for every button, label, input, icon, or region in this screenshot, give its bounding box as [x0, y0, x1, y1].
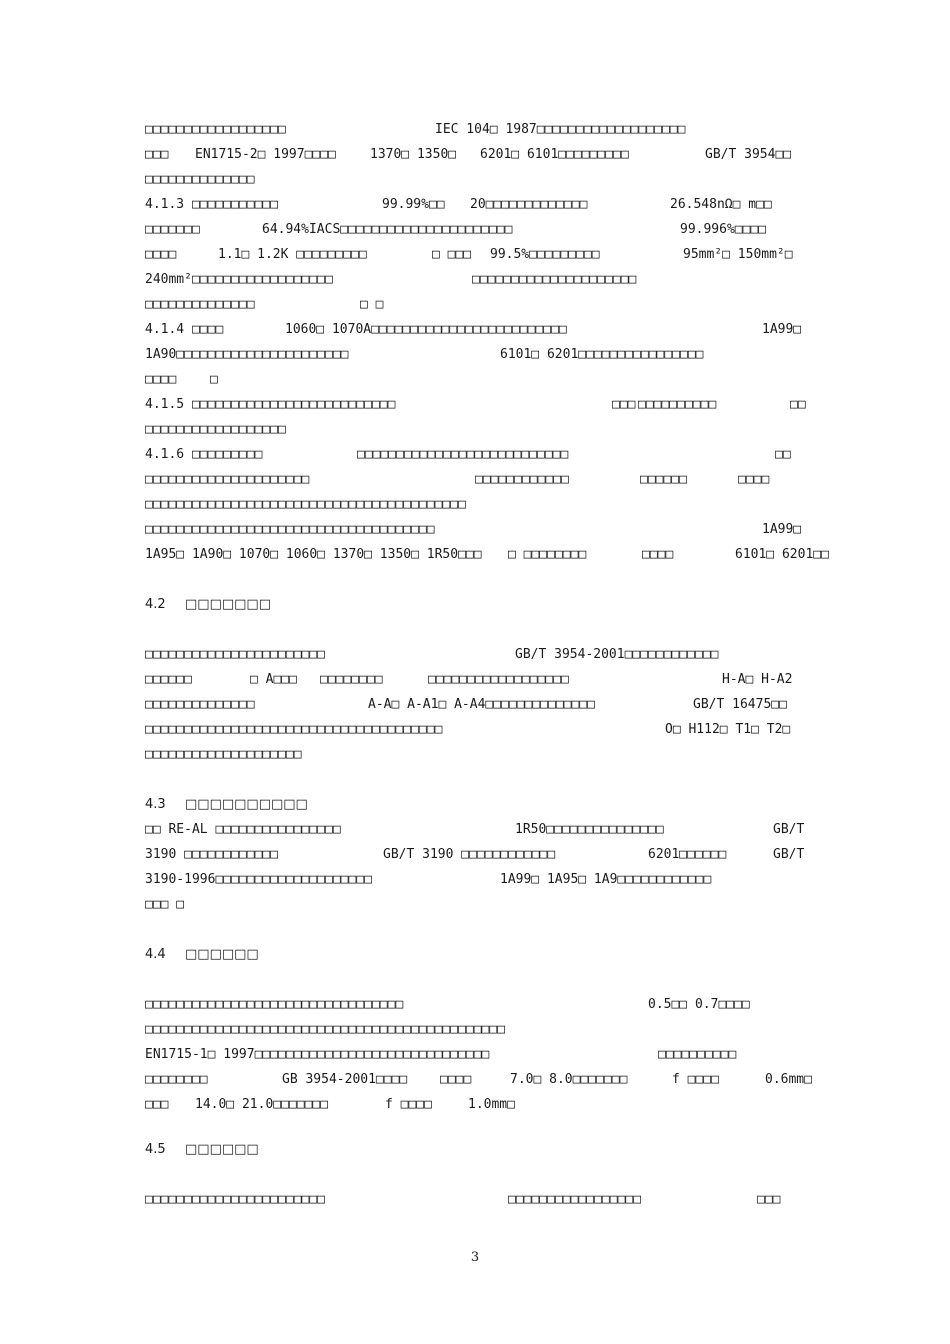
text-run: 26.548nΩ□ m□□ — [670, 197, 772, 212]
text-run: H-A□ H-A2 — [722, 672, 793, 687]
text-run: □□□□□□□□□□ — [638, 397, 717, 412]
text-run: 6101□ 6201□□□□□□□□□□□□□□□□ — [500, 347, 704, 362]
text-run: 4.1.6 □□□□□□□□□ — [145, 447, 263, 462]
text-line — [145, 820, 810, 840]
text-line — [145, 1070, 810, 1090]
text-line — [145, 720, 810, 740]
text-line — [145, 120, 810, 140]
text-run: □□□□□□□□□□□□□□□□□□□□□□□□□□□□□□□□□□□□□□□□□□□□□□ — [145, 1022, 506, 1037]
text-run: □□□□□□□□□□□□□□□□□□□□□□□ — [145, 1192, 326, 1207]
section-title: □□□□□□□□□□ — [185, 797, 308, 812]
text-run: 1A99□ 1A95□ 1A9□□□□□□□□□□□□ — [500, 872, 712, 887]
section-number: 4.5 — [145, 1142, 166, 1157]
text-line — [145, 845, 810, 865]
text-run: □□□□ — [738, 472, 770, 487]
text-run: □ — [210, 372, 218, 387]
text-run: IEC 104□ 1987□□□□□□□□□□□□□□□□□□□ — [435, 122, 686, 137]
text-line — [145, 170, 810, 190]
text-run: 99.996%□□□□ — [680, 222, 767, 237]
section-title: □□□□□□□ — [185, 597, 271, 612]
text-run: □ □□□□□□□□ — [508, 547, 587, 562]
text-run: □□ — [775, 447, 791, 462]
text-line — [145, 320, 810, 340]
text-run: □□□□□□□□□□□□□□ — [145, 697, 255, 712]
text-run: □□□□ — [145, 247, 177, 262]
text-run: □□ — [790, 397, 806, 412]
text-run: f □□□□ — [385, 1097, 432, 1112]
section-number: 4.4 — [145, 947, 166, 962]
section-number: 4.3 — [145, 797, 166, 812]
text-line — [145, 995, 810, 1015]
text-line — [145, 195, 810, 215]
text-run: □ A□□□ — [250, 672, 297, 687]
text-run: 1A99□ — [762, 522, 802, 537]
text-run: □□□□□□ — [640, 472, 687, 487]
text-run: 0.6mm□ — [765, 1072, 812, 1087]
section-title: □□□□□□ — [185, 947, 259, 962]
text-run: 4.1.5 □□□□□□□□□□□□□□□□□□□□□□□□□□ — [145, 397, 396, 412]
text-line — [145, 1095, 810, 1115]
text-line — [145, 145, 810, 165]
text-run: □□□□□□□□□□ — [658, 1047, 737, 1062]
text-run: 1370□ 1350□ — [370, 147, 457, 162]
text-run: □□□□□□□□□□□□□□□□□□□□□□□ — [145, 647, 326, 662]
text-run: O□ H112□ T1□ T2□ — [665, 722, 791, 737]
text-run: □□□□□□□□□□□□□□□□□□□□□ — [472, 272, 637, 287]
text-run: 1R50□□□□□□□□□□□□□□□ — [515, 822, 664, 837]
text-run: □□□□□□□□□□□□□□□□□□□□□□□□□□□□□□□□□ — [145, 997, 404, 1012]
text-run: □□□□ — [642, 547, 674, 562]
text-run: □□□□□□□□□□□□□□□□□□ — [145, 122, 286, 137]
section-number: 4.2 — [145, 597, 166, 612]
text-run: 1A99□ — [762, 322, 802, 337]
text-line — [145, 245, 810, 265]
text-run: 240mm²□□□□□□□□□□□□□□□□□□ — [145, 272, 333, 287]
text-run: 3190-1996□□□□□□□□□□□□□□□□□□□□ — [145, 872, 372, 887]
text-run: 1060□ 1070A□□□□□□□□□□□□□□□□□□□□□□□□□ — [285, 322, 567, 337]
section-title: □□□□□□ — [185, 1142, 259, 1157]
text-line — [145, 1190, 810, 1210]
text-line — [145, 895, 810, 915]
text-line — [145, 520, 810, 540]
text-run: □□□□□□□□□□□□□□□□□□□□□ — [145, 472, 310, 487]
text-run: □□□□□□□ — [145, 222, 200, 237]
text-run: □□□□□□□□ — [320, 672, 383, 687]
text-run: 6201□ 6101□□□□□□□□□ — [480, 147, 629, 162]
text-line — [145, 370, 810, 390]
text-run: □ □ — [360, 297, 384, 312]
section-heading — [145, 595, 271, 615]
text-line — [145, 670, 810, 690]
text-run: GB/T — [773, 822, 805, 837]
text-run: □□□□□□□□□□□□□□ — [145, 172, 255, 187]
text-run: 1.1□ 1.2K □□□□□□□□□ — [218, 247, 367, 262]
text-line — [145, 1045, 810, 1065]
text-line — [145, 395, 810, 415]
text-line — [145, 545, 829, 565]
text-line — [145, 870, 810, 890]
text-line — [145, 695, 810, 715]
text-line — [145, 295, 810, 315]
text-line — [145, 745, 810, 765]
text-run: □□□ — [612, 397, 636, 412]
text-run: 20□□□□□□□□□□□□□ — [470, 197, 588, 212]
text-run: 1A95□ 1A90□ 1070□ 1060□ 1370□ 1350□ 1R50□□□ — [145, 547, 482, 562]
text-run: □□□□□□□□□□□□ — [475, 472, 569, 487]
text-run: GB/T 3190 □□□□□□□□□□□□ — [383, 847, 556, 862]
text-line — [145, 220, 810, 240]
text-run: □□□ — [145, 147, 169, 162]
text-run: GB/T 16475□□ — [693, 697, 787, 712]
text-line — [145, 445, 810, 465]
text-run: 6201□□□□□□ — [648, 847, 727, 862]
text-run: 4.1.3 □□□□□□□□□□□ — [145, 197, 279, 212]
text-run: 7.0□ 8.0□□□□□□□ — [510, 1072, 628, 1087]
text-run: □□□□□□□□□□□□□□□□□□□□ — [145, 747, 302, 762]
text-line — [145, 645, 810, 665]
text-run: □ □□□ — [432, 247, 472, 262]
text-run: f □□□□ — [672, 1072, 719, 1087]
text-run: □□□□□□□□□□□□□□□□□□□□□□□□□□□ — [357, 447, 569, 462]
text-run: □□□□□□□□□□□□□□□□□□ — [428, 672, 569, 687]
text-run: EN1715-2□ 1997□□□□ — [195, 147, 336, 162]
text-run: □□□□□□ — [145, 672, 192, 687]
text-run: □□□□ — [440, 1072, 472, 1087]
text-line — [145, 420, 810, 440]
text-run: 1A90□□□□□□□□□□□□□□□□□□□□□□ — [145, 347, 349, 362]
text-run: 1.0mm□ — [468, 1097, 515, 1112]
text-line — [145, 470, 810, 490]
text-run: 95mm²□ 150mm²□ — [683, 247, 793, 262]
text-line — [145, 345, 810, 365]
text-run: □□□ □ — [145, 897, 185, 912]
text-line — [145, 495, 810, 515]
text-run: □□□□□□□□□□□□□□ — [145, 297, 255, 312]
text-run: 14.0□ 21.0□□□□□□□ — [195, 1097, 329, 1112]
text-run: □□□□□□□□□□□□□□□□□□□□□□□□□□□□□□□□□□□□□□□□□ — [145, 497, 466, 512]
text-run: GB/T 3954□□ — [705, 147, 792, 162]
text-line — [145, 270, 810, 290]
text-run: 4.1.4 □□□□ — [145, 322, 224, 337]
text-run: □□□□□□□□ — [145, 1072, 208, 1087]
text-run: GB/T — [773, 847, 805, 862]
section-heading — [145, 1140, 259, 1160]
text-run: GB/T 3954-2001□□□□□□□□□□□□ — [515, 647, 719, 662]
page-number: 3 — [470, 1250, 480, 1265]
text-run: □□□□□□□□□□□□□□□□□□ — [145, 422, 286, 437]
text-run: 99.5%□□□□□□□□□ — [490, 247, 600, 262]
text-run: □□□ — [145, 1097, 169, 1112]
text-run: 99.99%□□ — [382, 197, 445, 212]
text-run: A-A□ A-A1□ A-A4□□□□□□□□□□□□□□ — [368, 697, 595, 712]
text-run: 64.94%IACS□□□□□□□□□□□□□□□□□□□□□□ — [262, 222, 513, 237]
text-run: □□□□ — [145, 372, 177, 387]
text-line — [145, 1020, 810, 1040]
text-run: □□□□□□□□□□□□□□□□□□□□□□□□□□□□□□□□□□□□□□ — [145, 722, 443, 737]
section-heading — [145, 795, 308, 815]
section-heading — [145, 945, 259, 965]
text-run: 3190 □□□□□□□□□□□□ — [145, 847, 279, 862]
text-run: □□□ — [757, 1192, 781, 1207]
text-run: GB 3954-2001□□□□ — [282, 1072, 408, 1087]
text-run: □□ RE-AL □□□□□□□□□□□□□□□□ — [145, 822, 341, 837]
text-run: □□□□□□□□□□□□□□□□□ — [508, 1192, 642, 1207]
text-run: □□□□□□□□□□□□□□□□□□□□□□□□□□□□□□□□□□□□□ — [145, 522, 435, 537]
text-run: 0.5□□ 0.7□□□□ — [648, 997, 750, 1012]
text-run: 6101□ 6201□□ — [735, 547, 829, 562]
text-run: EN1715-1□ 1997□□□□□□□□□□□□□□□□□□□□□□□□□□□□□□ — [145, 1047, 490, 1062]
